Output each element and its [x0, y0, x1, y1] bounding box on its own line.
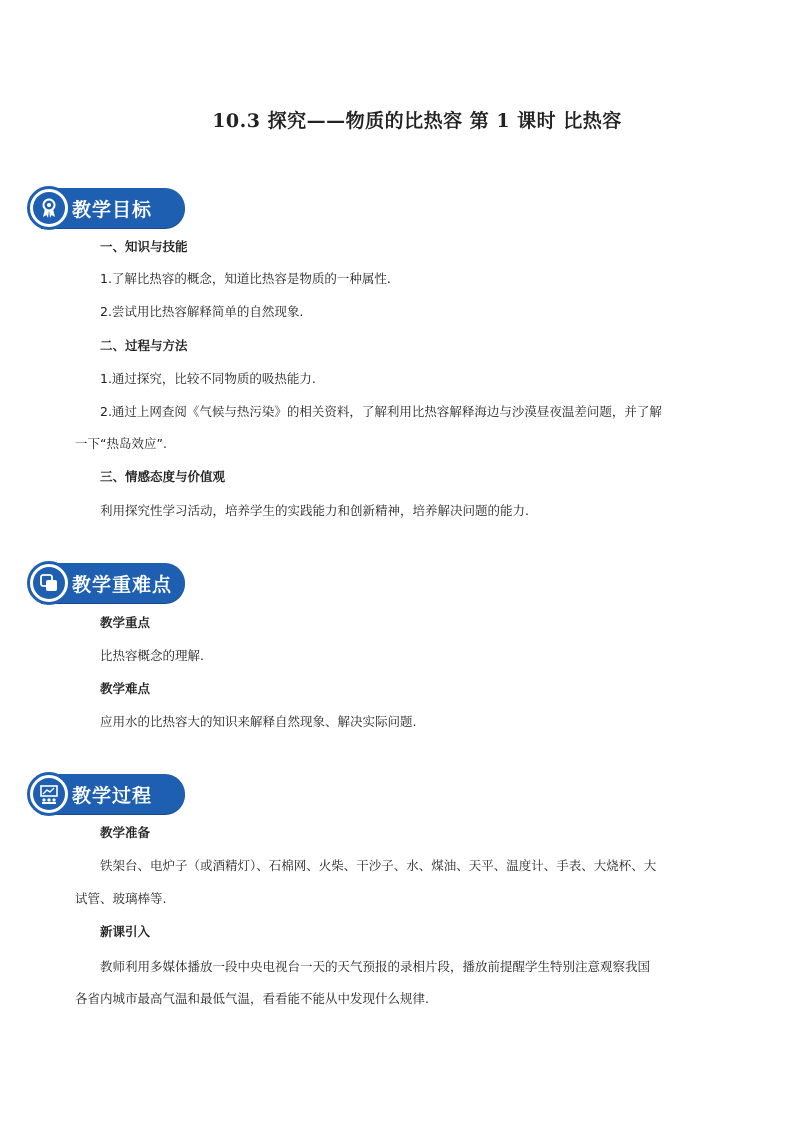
paragraph: 1.通过探究，比较不同物质的吸热能力.: [100, 371, 316, 386]
paragraph: 比热容概念的理解.: [100, 648, 204, 663]
paragraph: 1.了解比热容的概念，知道比热容是物质的一种属性.: [100, 271, 391, 286]
paragraph: 一下“热岛效应”.: [75, 436, 167, 451]
paragraph: 二、过程与方法: [100, 338, 188, 353]
paragraph: 试管、玻璃棒等.: [75, 891, 167, 906]
paragraph: 一、知识与技能: [100, 239, 188, 254]
award-ribbon-icon: [33, 192, 65, 224]
paragraph: 三、情感态度与价值观: [100, 469, 226, 484]
paragraph: 利用探究性学习活动，培养学生的实践能力和创新精神，培养解决问题的能力.: [100, 503, 529, 518]
stacked-cards-icon: [33, 567, 65, 599]
presentation-board-icon: [33, 778, 65, 810]
paragraph: 2.通过上网查阅《气候与热污染》的相关资料，了解利用比热容解释海边与沙漠昼夜温差问题，并了解: [100, 404, 662, 419]
section-badge-process: [27, 772, 185, 816]
section-heading: 教学目标: [72, 199, 153, 221]
paragraph: 铁架台、电炉子（或酒精灯）、石棉网、火柴、干沙子、水、煤油、天平、温度计、手表、大烧杯、大: [100, 858, 657, 873]
paragraph: 新课引入: [100, 924, 151, 939]
page-title: 10.3 探究——物质的比热容 第 1 课时 比热容: [212, 110, 622, 132]
paragraph: 各省内城市最高气温和最低气温，看看能不能从中发现什么规律.: [75, 991, 429, 1006]
paragraph: 教学准备: [100, 825, 151, 840]
paragraph: 2.尝试用比热容解释简单的自然现象.: [100, 304, 304, 319]
paragraph: 教学难点: [100, 681, 151, 696]
paragraph: 教学重点: [100, 615, 151, 630]
section-heading: 教学过程: [72, 785, 153, 807]
section-badge-key-points: [27, 561, 185, 605]
paragraph: 应用水的比热容大的知识来解释自然现象、解决实际问题.: [100, 714, 417, 729]
section-badge-objectives: [27, 186, 185, 230]
paragraph: 教师利用多媒体播放一段中央电视台一天的天气预报的录相片段，播放前提醒学生特别注意观察我国: [100, 959, 651, 974]
section-heading: 教学重难点: [72, 574, 173, 596]
